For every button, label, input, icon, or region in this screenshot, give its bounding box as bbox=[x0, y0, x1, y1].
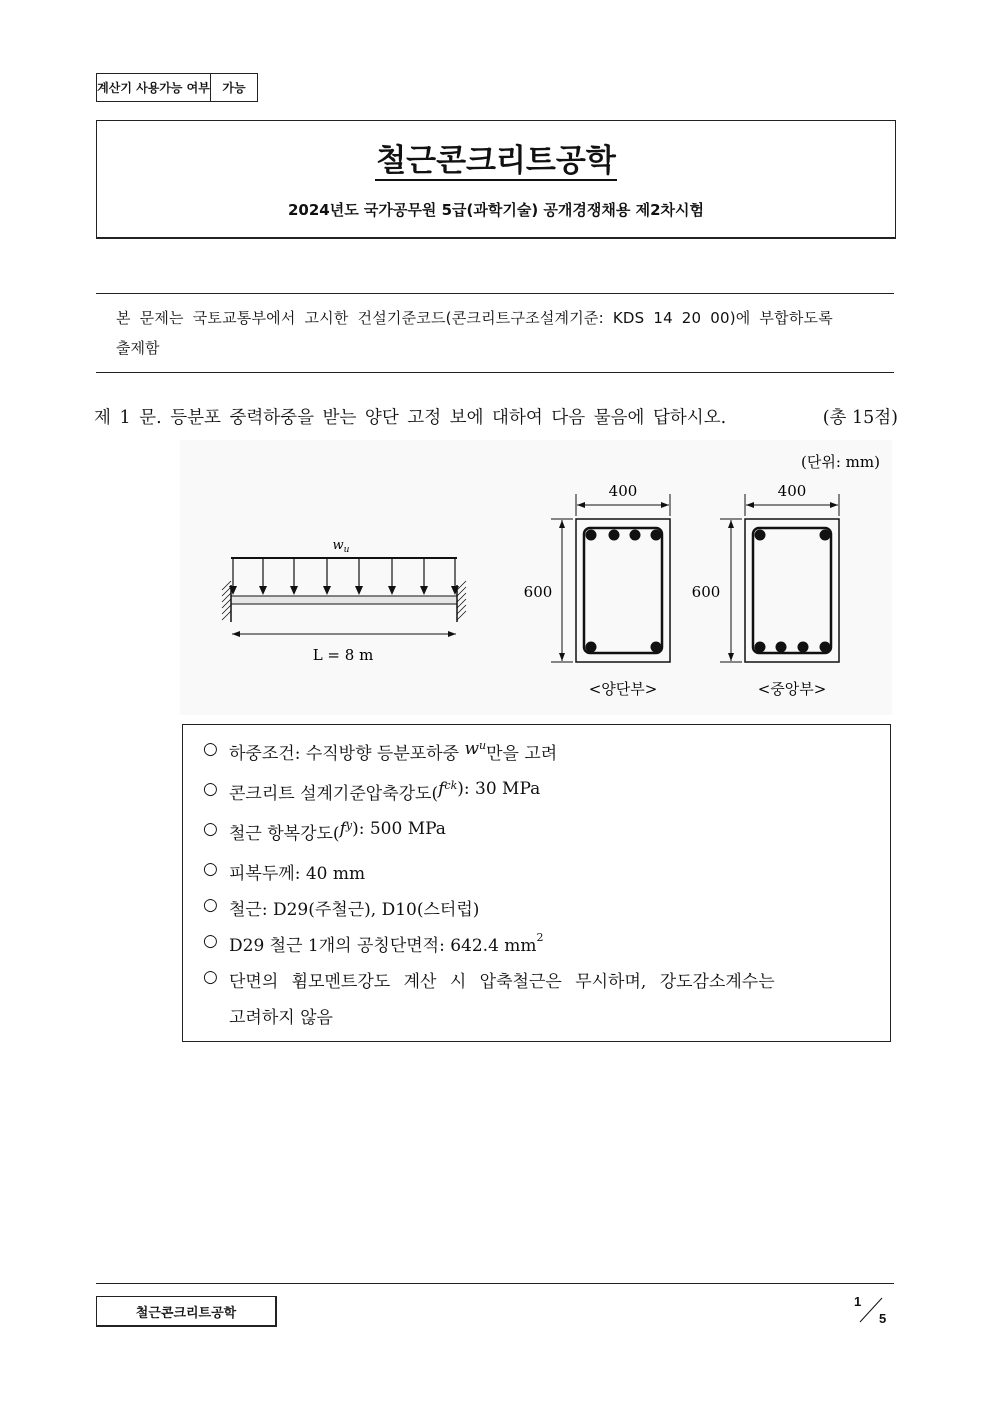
notice-line-2: 출제함 bbox=[116, 339, 160, 357]
span-label: L = 8 m bbox=[312, 646, 374, 664]
calculator-label: 계산기 사용가능 여부 bbox=[97, 74, 211, 101]
load-label: $w_u$ bbox=[332, 538, 350, 555]
end-section-caption: <양단부> bbox=[588, 680, 658, 698]
end-width-label: 400 bbox=[608, 482, 638, 500]
page-number: 1 bbox=[854, 1294, 862, 1309]
exam-title: 철근콘크리트공학 bbox=[376, 143, 616, 179]
page-total: 5 bbox=[879, 1311, 887, 1326]
question-text: 제 1 문. 등분포 중력하중을 받는 양단 고정 보에 대하여 다음 물음에 답하시오. bbox=[94, 408, 727, 428]
exam-subtitle: 2024년도 국가공무원 5급(과학기술) 공개경쟁채용 제2차시험 bbox=[287, 201, 704, 219]
conditions-box bbox=[182, 724, 891, 1042]
footer-subject: 철근콘크리트공학 bbox=[96, 1296, 277, 1327]
condition-fck: ○ 콘크리트 설계기준압축강도( f ck ): 30 MPa bbox=[203, 779, 541, 804]
end-height-label: 600 bbox=[523, 583, 553, 601]
question-points: (총 15점) bbox=[822, 408, 898, 428]
condition-load: ○ 하중조건: 수직방향 등분포하중 w u 만을 고려 bbox=[203, 739, 558, 764]
unit-label: (단위: mm) bbox=[801, 453, 880, 471]
mid-width-label: 400 bbox=[777, 482, 807, 500]
footer-divider bbox=[96, 1283, 894, 1284]
mid-height-label: 600 bbox=[691, 583, 721, 601]
condition-assumption-cont: 고려하지 않음 bbox=[229, 1008, 333, 1028]
condition-fy: ○ 철근 항복강도( f y ): 500 MPa bbox=[203, 819, 446, 844]
notice-line-1: 본 문제는 국토교통부에서 고시한 건설기준코드(콘크리트구조설계기준: KDS 14 20 00)에 부합하도록 bbox=[116, 309, 833, 327]
mid-section-caption: <중앙부> bbox=[757, 680, 827, 698]
condition-assumption: ○ 단면의 휨모멘트강도 계산 시 압축철근은 무시하며, 강도감소계수는 bbox=[203, 967, 775, 992]
condition-area: ○ D29 철근 1개의 공칭단면적: 642.4 mm 2 bbox=[203, 931, 544, 956]
condition-rebar: ○ 철근: D29(주철근), D10(스터럽) bbox=[203, 895, 480, 920]
calculator-value: 가능 bbox=[222, 81, 246, 95]
condition-cover: ○ 피복두께: 40 mm bbox=[203, 859, 366, 884]
